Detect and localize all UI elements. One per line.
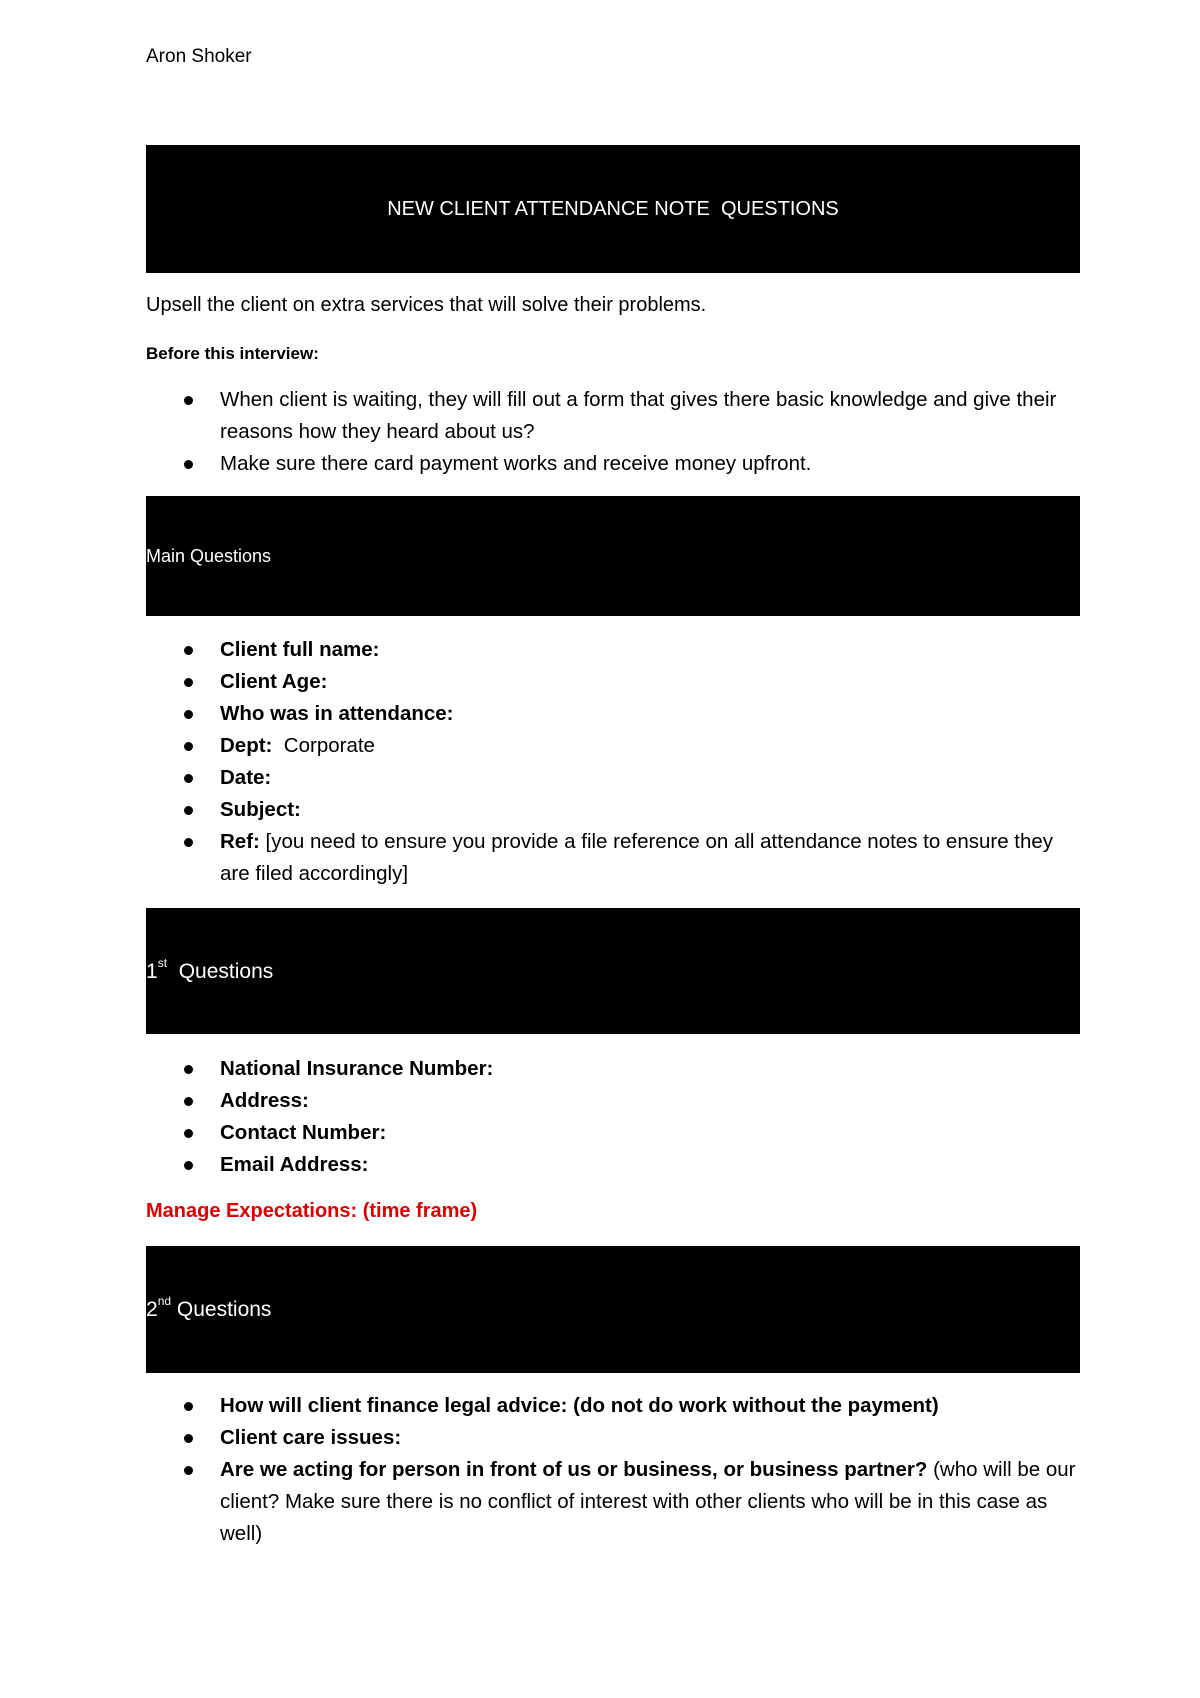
heading-text: Questions	[167, 959, 274, 983]
list-item	[146, 448, 1080, 480]
bullet-icon	[184, 1129, 193, 1138]
question-text: How will client finance legal advice: (do not do work without the payment)	[220, 1394, 939, 1417]
field-label: Contact Number:	[220, 1121, 387, 1144]
field-value: Corporate	[272, 734, 375, 757]
second-questions-list	[146, 1390, 1080, 1550]
bullet-icon	[184, 1466, 193, 1475]
main-questions-list	[146, 634, 1080, 890]
list-item	[146, 1422, 1080, 1454]
ordinal-number: 1	[146, 959, 158, 983]
bullet-icon	[184, 646, 193, 655]
field-value: [you need to ensure you provide a file reference on all attendance notes to ensure they are filed accordingly]	[220, 830, 1054, 885]
ordinal-suffix: nd	[157, 1294, 172, 1308]
list-item	[146, 826, 1080, 890]
ordinal-number: 2	[146, 1298, 158, 1321]
list-item	[146, 698, 1080, 730]
question-text: Are we acting for person in front of us or business, or business partner?	[220, 1458, 928, 1481]
bullet-icon	[184, 460, 193, 469]
field-label: Email Address:	[220, 1153, 369, 1176]
field-label: Address:	[220, 1089, 309, 1112]
bullet-icon	[184, 774, 193, 783]
bullet-icon	[184, 1097, 193, 1106]
list-item	[146, 730, 1080, 762]
field-label: Who was in attendance:	[220, 702, 454, 725]
before-interview-label: Before this interview:	[146, 344, 319, 363]
bullet-icon	[184, 1434, 193, 1443]
list-item	[146, 634, 1080, 666]
list-item	[146, 762, 1080, 794]
bullet-icon	[184, 396, 193, 405]
first-questions-band	[146, 908, 1080, 1034]
upsell-text: Upsell the client on extra services that will solve their problems.	[146, 294, 707, 316]
ordinal-suffix: st	[157, 955, 168, 970]
main-questions-band	[146, 496, 1080, 616]
bullet-icon	[184, 806, 193, 815]
list-item	[146, 794, 1080, 826]
list-item	[146, 1053, 1080, 1085]
bullet-icon	[184, 742, 193, 751]
bullet-icon	[184, 1402, 193, 1411]
bullet-icon	[184, 710, 193, 719]
first-questions-heading	[146, 955, 274, 984]
bullet-icon	[184, 1065, 193, 1074]
before-interview-list	[146, 384, 1080, 480]
main-questions-heading: Main Questions	[146, 545, 272, 566]
second-questions-band	[146, 1246, 1080, 1373]
list-item	[146, 1149, 1080, 1181]
bullet-icon	[184, 838, 193, 847]
question-note: (who will be our client? Make sure there is no conflict of interest with other clients who will be in this case as well)	[220, 1458, 1076, 1545]
field-label: Subject:	[220, 798, 301, 821]
list-item-text: Make sure there card payment works and receive money upfront.	[220, 452, 812, 475]
question-text: Client care issues:	[220, 1426, 402, 1449]
heading-text: Questions	[171, 1298, 272, 1321]
list-item	[146, 666, 1080, 698]
document-title: NEW CLIENT ATTENDANCE NOTE QUESTIONS	[387, 197, 839, 220]
title-band	[146, 145, 1080, 273]
bullet-icon	[184, 1161, 193, 1170]
field-label: National Insurance Number:	[220, 1057, 494, 1080]
list-item	[146, 1117, 1080, 1149]
list-item	[146, 1085, 1080, 1117]
list-item	[146, 1390, 1080, 1422]
manage-expectations-heading: Manage Expectations: (time frame)	[146, 1200, 478, 1222]
bullet-icon	[184, 678, 193, 687]
field-label: Date:	[220, 766, 272, 789]
list-item	[146, 384, 1080, 448]
list-item-text: When client is waiting, they will fill out a form that gives there basic knowledge and give their reasons how they heard about us?	[220, 388, 1057, 443]
author-header: Aron Shoker	[146, 46, 252, 67]
second-questions-heading	[146, 1294, 272, 1322]
field-label: Dept:	[220, 734, 273, 757]
list-item	[146, 1454, 1080, 1550]
field-label: Client full name:	[220, 638, 380, 661]
first-questions-list	[146, 1053, 1080, 1181]
field-label: Client Age:	[220, 670, 328, 693]
field-label: Ref:	[220, 830, 260, 853]
